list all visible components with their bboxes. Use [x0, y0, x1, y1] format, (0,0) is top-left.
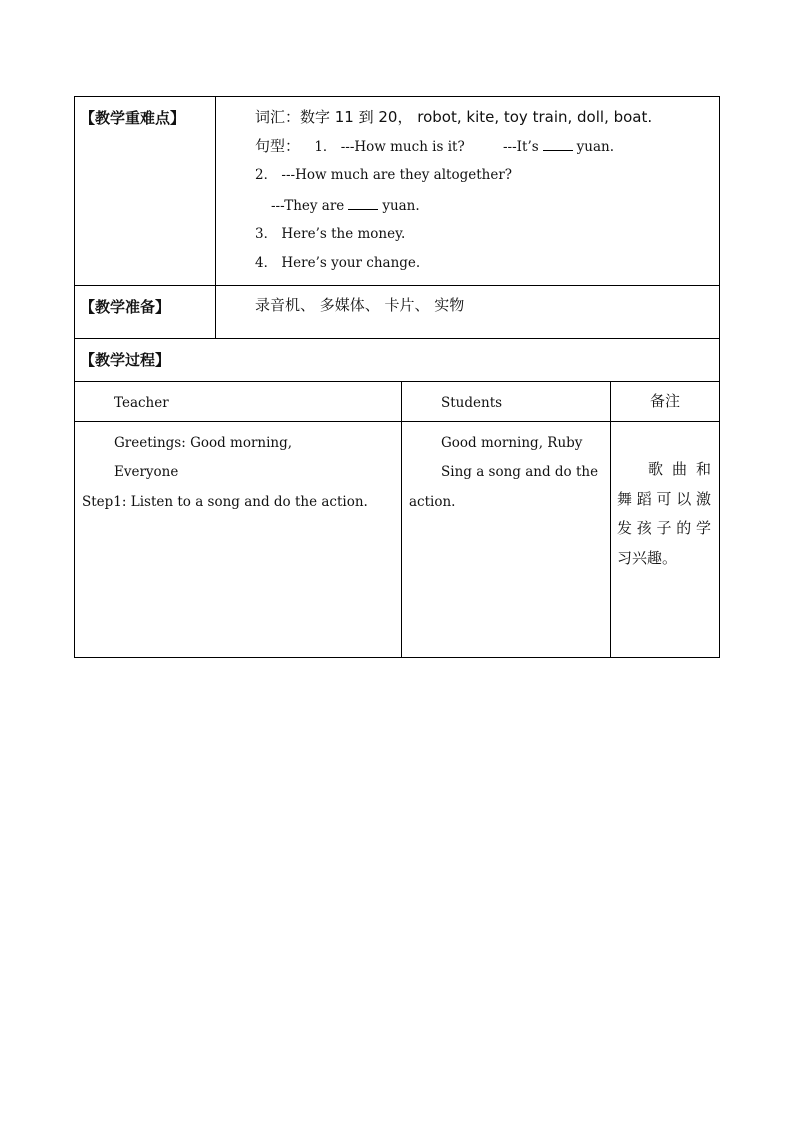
- row-divider-1: [74, 285, 720, 286]
- student-line-sing: Sing a song and do the: [441, 464, 599, 480]
- pattern-1-number: 1．: [314, 139, 337, 155]
- students-header: Students: [441, 395, 503, 411]
- teacher-line-greetings: Greetings: Good morning,: [114, 435, 293, 451]
- label-column-divider: [215, 96, 216, 339]
- teacher-header: Teacher: [114, 395, 169, 411]
- note-line-1: 歌曲和: [648, 460, 711, 478]
- pattern-1-question: ---How much is it?: [340, 139, 465, 155]
- pattern-line-2-answer: ---They are yuan.: [271, 198, 420, 214]
- student-line-greeting: Good morning, Ruby: [441, 435, 583, 451]
- notes-header: 备注: [650, 392, 681, 410]
- answer-blank: [348, 197, 378, 210]
- note-line-2: 舞蹈可以激: [617, 490, 711, 508]
- pattern-line-2: 2． ---How much are they altogether?: [255, 167, 513, 183]
- preparation-label: 【教学准备】: [80, 298, 171, 316]
- student-line-action: action.: [409, 494, 456, 510]
- row-divider-2: [74, 338, 720, 339]
- teacher-line-everyone: Everyone: [114, 464, 179, 480]
- teacher-students-divider: [401, 381, 402, 658]
- teacher-line-step1: Step1: Listen to a song and do the action.: [82, 494, 368, 510]
- note-line-3: 发孩子的学: [617, 519, 711, 537]
- row-divider-3: [74, 381, 720, 382]
- table-top-border: [74, 96, 720, 97]
- vocabulary-line: [255, 108, 652, 126]
- process-label: 【教学过程】: [80, 351, 171, 369]
- pattern-label: 句型：: [255, 137, 301, 155]
- pattern-line-4: 4． Here’s your change.: [255, 255, 421, 271]
- pattern-line-1: [255, 137, 614, 156]
- answer-blank: [543, 138, 573, 151]
- students-notes-divider: [610, 381, 611, 658]
- note-line-4: 习兴趣。: [617, 549, 678, 567]
- pattern-line-3: 3． Here’s the money.: [255, 226, 406, 242]
- key-points-label: 【教学重难点】: [80, 109, 186, 127]
- pattern-1-answer: ---It’s yuan.: [503, 139, 615, 155]
- table-left-border: [74, 96, 75, 658]
- row-divider-4: [74, 421, 720, 422]
- table-bottom-border: [74, 657, 720, 658]
- table-right-border: [719, 96, 720, 658]
- vocabulary-text: 词汇：数字 11 到 20， robot, kite, toy train, doll, boat.: [255, 108, 653, 126]
- preparation-items: 录音机、 多媒体、 卡片、 实物: [255, 296, 465, 314]
